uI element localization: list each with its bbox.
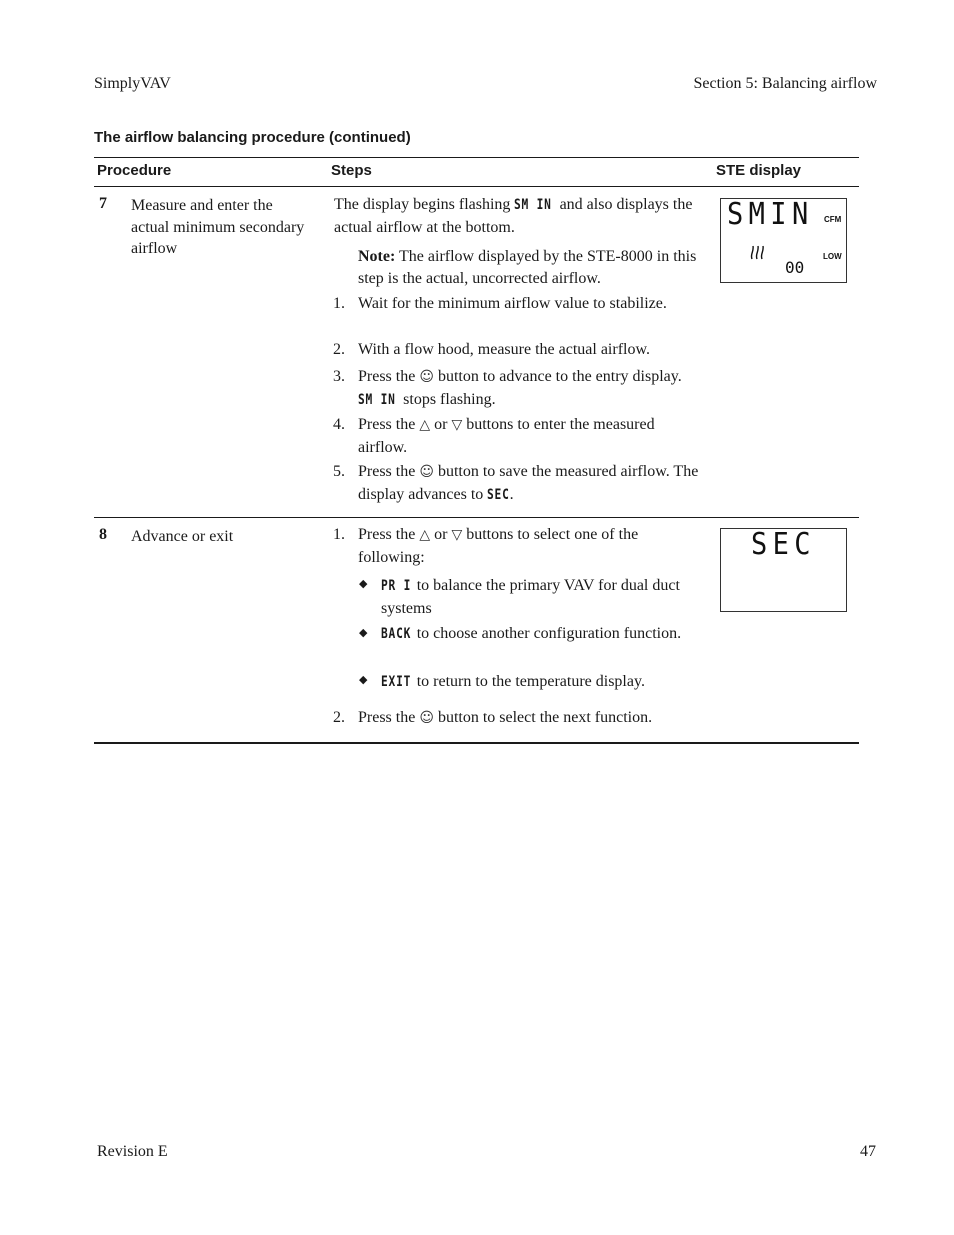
ste-display-smin bbox=[720, 198, 847, 283]
table-bottom-rule bbox=[94, 742, 859, 744]
step4-text-a: Press the bbox=[358, 416, 416, 433]
page-number: 47 bbox=[860, 1143, 876, 1160]
note-text: The airflow displayed by the STE-8000 in this step is the actual, uncorrected airflow. bbox=[358, 248, 697, 287]
bullet-icon: ◆ bbox=[359, 626, 368, 639]
footer-revision: Revision E bbox=[97, 1143, 168, 1160]
lcd-unit-label: CFM bbox=[824, 215, 842, 224]
lcd-main-text: SEC bbox=[751, 527, 816, 562]
step3-text-c: stops flashing. bbox=[403, 390, 496, 408]
fan-icon bbox=[749, 243, 767, 261]
row7-step3 bbox=[358, 366, 703, 411]
lcd-code-back: BACK bbox=[381, 626, 412, 642]
row8-step2 bbox=[358, 707, 708, 730]
lcd-code-smin: SM IN bbox=[358, 391, 396, 408]
bullet-item-back bbox=[381, 623, 701, 646]
procedure-text-8: Advance or exit bbox=[131, 528, 234, 545]
step1-text-b: or bbox=[434, 526, 448, 543]
lcd-code-smin: SM IN bbox=[514, 197, 553, 213]
column-header-steps: Steps bbox=[331, 162, 372, 179]
bullet-item-exit bbox=[381, 671, 711, 694]
enter-button-icon: ☺ bbox=[419, 710, 434, 726]
bullet-text: to choose another configuration function. bbox=[416, 625, 682, 642]
header-bottom-rule bbox=[94, 186, 859, 187]
note-label: Note: bbox=[358, 248, 396, 265]
bullet-text: to balance the primary VAV for dual duct systems bbox=[381, 577, 680, 617]
step3-text-a: Press the bbox=[358, 368, 416, 385]
running-header-left: SimplyVAV bbox=[94, 75, 171, 92]
enter-button-icon: ☺ bbox=[419, 369, 434, 385]
table-top-rule bbox=[94, 157, 859, 158]
lcd-code-pri: PR I bbox=[381, 578, 412, 594]
lcd-airflow-value: 00 bbox=[785, 258, 805, 277]
row7-note bbox=[358, 246, 703, 289]
step5-text-c: . bbox=[509, 485, 514, 503]
intro-text-b: and also displays the actual airflow at the bottom. bbox=[334, 196, 693, 236]
up-button-icon: △ bbox=[419, 527, 431, 543]
step-num-5: 5. bbox=[333, 463, 345, 480]
lcd-code-exit: EXIT bbox=[381, 674, 412, 690]
ste-display-sec bbox=[720, 528, 847, 612]
step1-text-a: Press the bbox=[358, 526, 416, 543]
step1-text-c: buttons to select one of the following: bbox=[358, 526, 639, 566]
step3-text-b: button to advance to the entry display. bbox=[437, 368, 682, 385]
lcd-main-text: SMIN bbox=[727, 197, 814, 232]
bullet-icon: ◆ bbox=[359, 577, 368, 590]
lcd-code-sec: SEC bbox=[487, 486, 510, 503]
up-button-icon: △ bbox=[419, 417, 431, 433]
row8-step1 bbox=[358, 524, 703, 568]
step-num-2: 2. bbox=[333, 341, 345, 358]
step2-text-b: button to select the next function. bbox=[437, 709, 653, 726]
running-header-right: Section 5: Balancing airflow bbox=[693, 75, 877, 92]
step-num-3: 3. bbox=[333, 368, 345, 385]
row-divider bbox=[94, 517, 859, 518]
bullet-item-pri bbox=[381, 575, 701, 619]
bullet-text: to return to the temperature display. bbox=[416, 673, 645, 690]
step-num-2: 2. bbox=[333, 709, 345, 726]
step4-text-c: buttons to enter the measured airflow. bbox=[358, 416, 655, 456]
row7-step4 bbox=[358, 414, 703, 458]
procedure-text-7: Measure and enter the actual minimum secondary airflow bbox=[131, 197, 305, 257]
column-header-procedure: Procedure bbox=[97, 162, 172, 179]
row7-step5 bbox=[358, 461, 703, 506]
step4-text-b: or bbox=[434, 416, 448, 433]
step5-text-a: Press the bbox=[358, 463, 416, 480]
enter-button-icon: ☺ bbox=[419, 464, 434, 480]
table-title: The airflow balancing procedure (continued) bbox=[94, 129, 411, 146]
lcd-fan-label: LOW bbox=[823, 252, 842, 261]
down-button-icon: ▽ bbox=[451, 417, 463, 433]
step-num-4: 4. bbox=[333, 416, 345, 433]
step5-text-b: button to save the measured airflow. The display advances to bbox=[358, 463, 699, 503]
row7-intro bbox=[334, 194, 704, 238]
step-number-8: 8 bbox=[99, 526, 107, 543]
step-num-1: 1. bbox=[333, 526, 345, 543]
step-num-1: 1. bbox=[333, 295, 345, 312]
step2-text-a: Press the bbox=[358, 709, 416, 726]
bullet-icon: ◆ bbox=[359, 673, 368, 686]
row7-step1: Wait for the minimum airflow value to stabilize. bbox=[358, 295, 667, 312]
down-button-icon: ▽ bbox=[451, 527, 463, 543]
column-header-ste-display: STE display bbox=[716, 162, 802, 179]
intro-text-a: The display begins flashing bbox=[334, 196, 511, 213]
row7-step2: With a flow hood, measure the actual airflow. bbox=[358, 341, 650, 358]
step-number-7: 7 bbox=[99, 195, 107, 212]
